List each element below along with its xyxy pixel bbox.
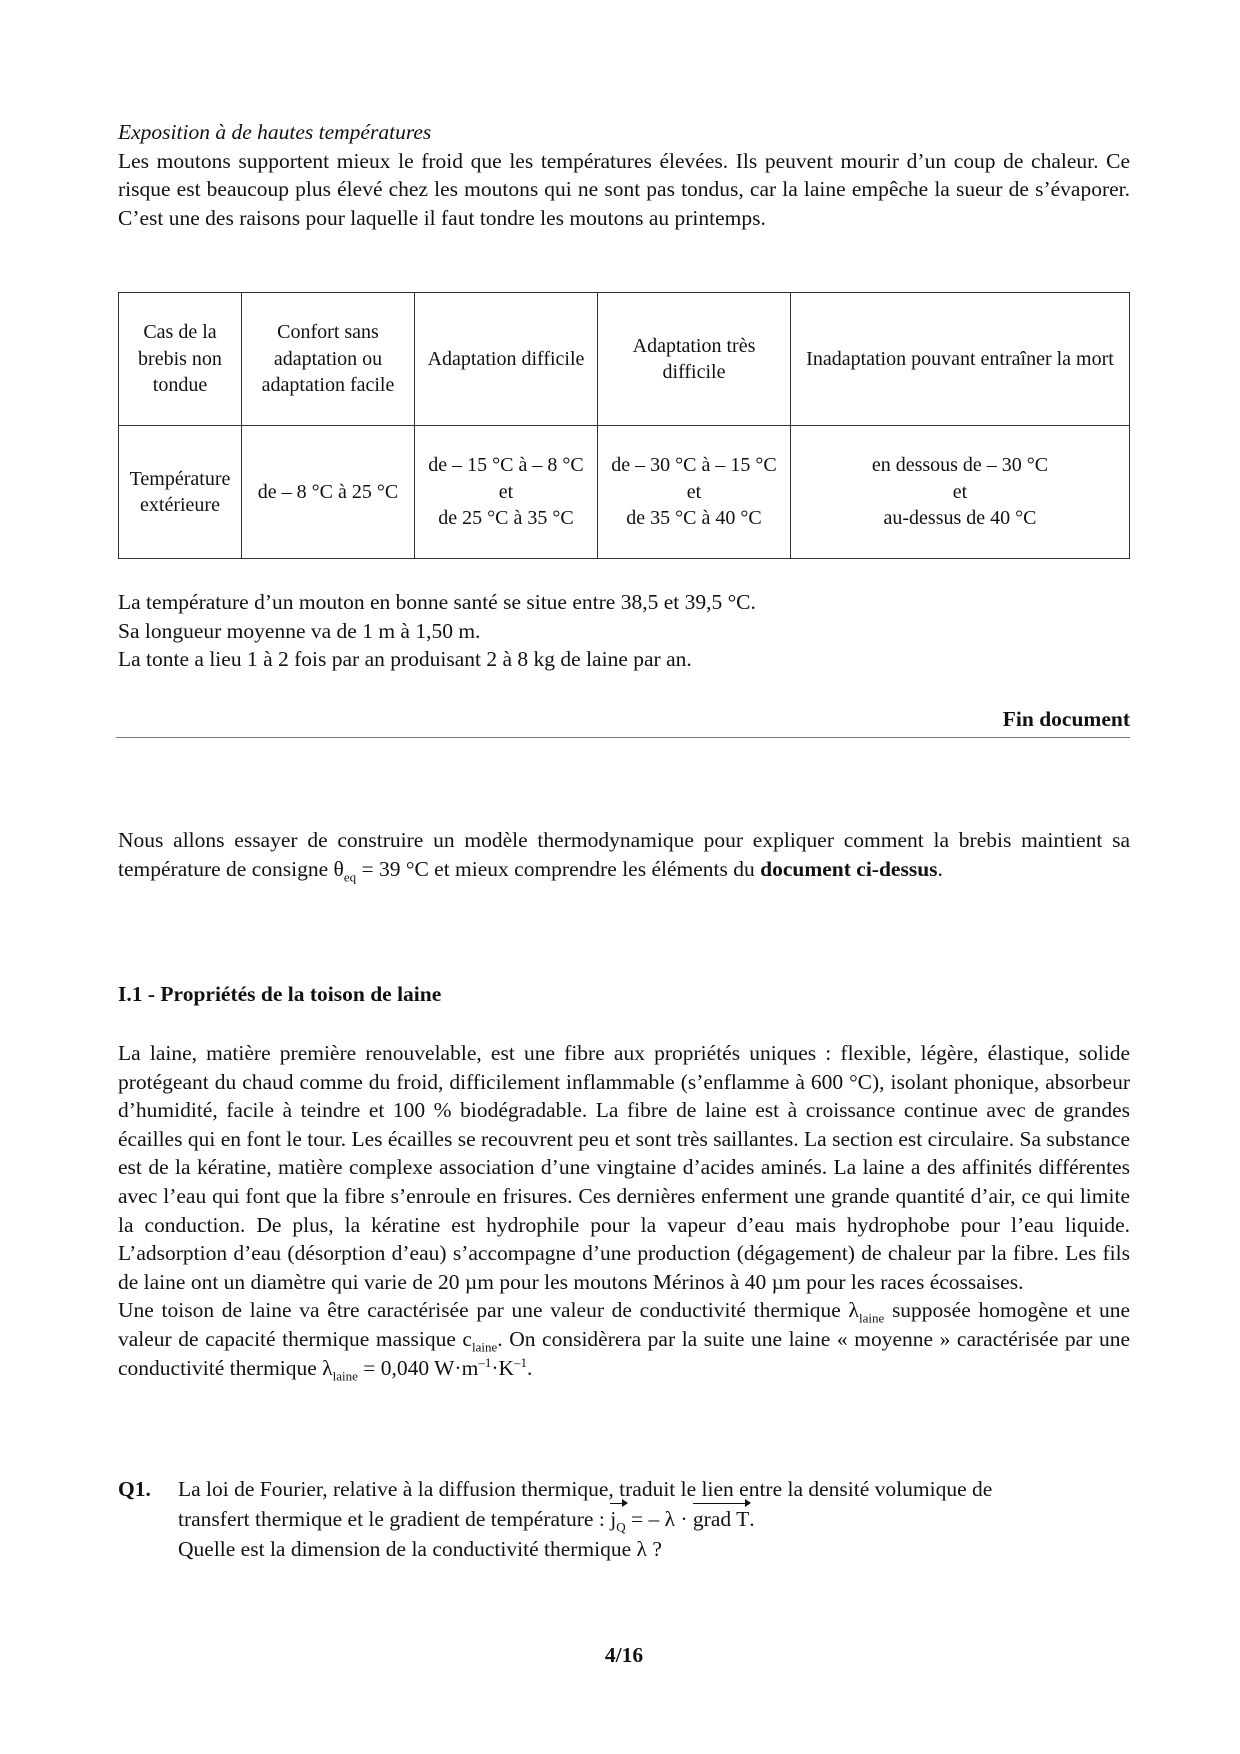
cell-line: et [686,480,702,503]
fact-line: Sa longueur moyenne va de 1 m à 1,50 m. [118,618,481,643]
vector-grad-t: grad T [693,1504,749,1534]
cell-line: et [952,480,968,503]
table-cell [415,426,598,559]
table-header-cell: Adaptation très difficile [598,293,791,426]
fact-line: La température d’un mouton en bonne santé se situe entre 38,5 et 39,5 °C. [118,590,756,614]
wool-paragraph: La laine, matière première renouvelable, est une fibre aux propriétés uniques : flexible, légère, élastique, solide protégeant du chaud comme du froid, difficilement inflammable (s’enflamme à 600 °C), isolant phonique, absorbeur d’humidité, facile à teindre et 100 % biodégradable. La fibre de laine est à croissance continue avec de grandes écailles qui en font le tour. Les écailles se recouvrent peu et sont très saillantes. La section est circulaire. Sa substance est de la kératine, matière complexe association d’une vingtaine d’acides aminés. La laine a des affinités différentes avec l’eau qui font que la fibre s’enroule en frisures. Ces dernières enferment une grande quantité d’air, ce qui limite la conduction. De plus, la kératine est hydrophile pour la vapeur d’eau mais hydrophobe pour l’eau liquide. L’adsorption d’eau (désorption d’eau) s’accompagne d’une production (dégagement) de chaleur par la fibre. Les fils de laine ont un diamètre qui varie de 20 µm pour les moutons Mérinos à 40 µm pour les races écossaises. [118,1041,1130,1294]
fact-line: La tonte a lieu 1 à 2 fois par an produisant 2 à 8 kg de laine par an. [118,647,692,672]
fleece-text: . On considèrera par la suite une laine « moyenne » caractérisée par une conductivité thermique λ [118,1326,1130,1380]
end-of-document-marker: Fin document [1002,707,1130,731]
fleece-paragraph [118,1296,1130,1382]
cell-line: au-dessus de 40 °C [883,507,1037,530]
question-line: La loi de Fourier, relative à la diffusion thermique, traduit le lien entre la densité volumique de [178,1477,993,1501]
temperature-table [118,292,1130,559]
cell-line: et [498,480,514,503]
horizontal-divider [116,737,1130,738]
intro-paragraph [118,826,1130,883]
cell-line: en dessous de – 30 °C [871,454,1049,477]
table-cell [791,426,1130,559]
subscript: laine [471,1339,498,1355]
page-number: 4/16 [604,1643,644,1667]
section-title: I.1 - Propriétés de la toison de laine [118,982,442,1006]
table-header-cell: Adaptation difficile [415,293,598,426]
question-text: transfert thermique et le gradient de température : [178,1507,611,1531]
question-label: Q1. [118,1477,151,1501]
fleece-text: = 0,040 W·m [357,1355,479,1380]
fleece-text: supposée homogène et une valeur de capacité thermique massique c [118,1298,1130,1351]
wool-properties [118,1039,1130,1382]
question-line [178,1504,1130,1534]
superscript: –1 [514,1354,527,1370]
question-text: = – λ · [625,1507,693,1531]
table-header-cell: Cas de la brebis non tondue [119,293,242,426]
heat-paragraph: Les moutons supportent mieux le froid que les températures élevées. Ils peuvent mourir d’un coup de chaleur. Ce risque est beaucoup plus élevé chez les moutons qui ne sont pas tondus, car la laine empêche la sueur de s’évaporer. C’est une des raisons pour laquelle il faut tondre les moutons au printemps. [118,148,1130,230]
fleece-text: Une toison de laine va être caractérisée par une valeur de conductivité thermique λ [118,1298,859,1323]
table-cell [242,426,415,559]
cell-line: de – 30 °C à – 15 °C [611,454,777,477]
cell-line: de 35 °C à 40 °C [626,507,762,530]
intro-text: Nous allons essayer de construire un modèle thermodynamique pour expliquer comment la brebis maintient sa température de consigne θ [118,828,1130,881]
table-header-row [119,293,1130,426]
subscript: laine [858,1310,885,1326]
subscript: laine [332,1367,358,1383]
question-text: . [749,1507,755,1531]
table-header-cell: Inadaptation pouvant entraîner la mort [791,293,1130,426]
fleece-text: . [527,1355,533,1380]
intro-bold-reference: document ci-dessus [760,856,938,881]
table-header-cell: Confort sans adaptation ou adaptation facile [242,293,415,426]
intro-text: . [937,856,943,881]
intro-subscript: eq [343,868,357,884]
cell-line: de – 15 °C à – 8 °C [428,454,584,477]
table-row-label: Température extérieure [119,426,242,559]
subscript: Q [616,1519,626,1535]
question-content [178,1474,1130,1564]
question-line: Quelle est la dimension de la conductivité thermique λ ? [178,1537,662,1561]
section-heading-italic: Exposition à de hautes températures [118,120,432,144]
table-row [119,426,1130,559]
intro-text: = 39 °C et mieux comprendre les éléments du [356,856,761,881]
cell-line: de 25 °C à 35 °C [438,507,574,530]
fleece-text: ·K [491,1355,514,1380]
sheep-facts [118,588,1130,674]
vector-j [610,1504,625,1534]
vector-symbol: j [610,1507,617,1531]
cell-line: de – 8 °C à 25 °C [257,480,399,503]
superscript: –1 [478,1354,492,1370]
section-high-temperatures [118,118,1130,232]
table-cell [598,426,791,559]
